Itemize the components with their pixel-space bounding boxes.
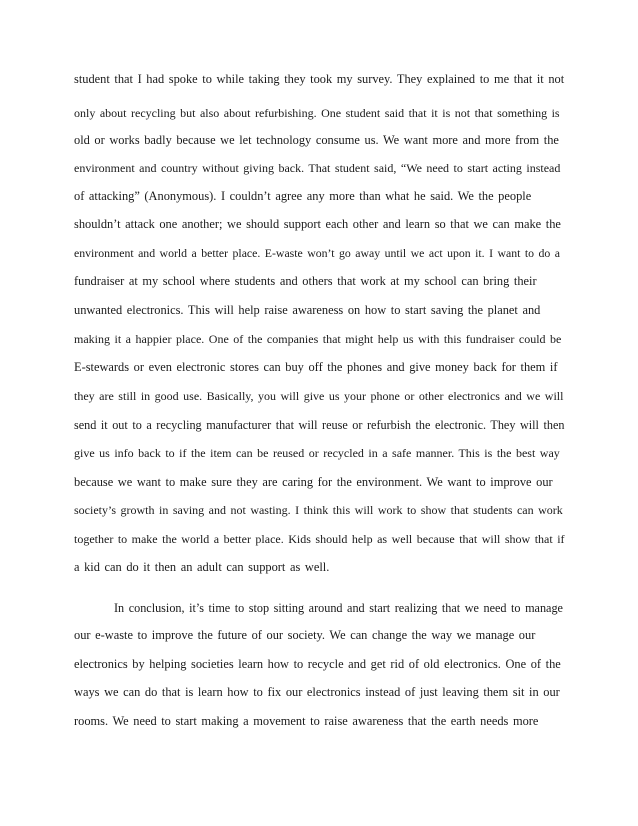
- text-line: a kid can do it then an adult can support as well.: [74, 560, 330, 574]
- text-line: of attacking” (Anonymous). I couldn’t agree any more than what he said. We the people: [74, 189, 532, 203]
- text-line: together to make the world a better place. Kids should help as well because that will show that if: [74, 532, 565, 546]
- text-line: unwanted electronics. This will help raise awareness on how to start saving the planet and: [74, 303, 541, 317]
- text-line: electronics by helping societies learn how to recycle and get rid of old electronics. One of the: [74, 657, 561, 671]
- text-line: because we want to make sure they are caring for the environment. We want to improve our: [74, 475, 553, 489]
- text-line: give us info back to if the item can be reused or recycled in a safe manner. This is the best way: [74, 446, 560, 460]
- text-line: only about recycling but also about refurbishing. One student said that it is not that something is: [74, 106, 560, 120]
- text-line: student that I had spoke to while taking they took my survey. They explained to me that it not: [74, 72, 565, 86]
- text-line: environment and country without giving back. That student said, “We need to start acting instead: [74, 161, 561, 175]
- text-line: our e-waste to improve the future of our society. We can change the way we manage our: [74, 628, 536, 642]
- text-line: ways we can do that is learn how to fix our electronics instead of just leaving them sit in our: [74, 685, 560, 699]
- text-line: they are still in good use. Basically, you will give us your phone or other electronics and we will: [74, 389, 564, 403]
- paragraph-first-line: In conclusion, it’s time to stop sitting around and start realizing that we need to manage: [114, 601, 563, 615]
- text-line: send it out to a recycling manufacturer that will reuse or refurbish the electronic. They will then: [74, 418, 565, 432]
- text-line: shouldn’t attack one another; we should support each other and learn so that we can make the: [74, 217, 561, 231]
- text-line: rooms. We need to start making a movement to raise awareness that the earth needs more: [74, 714, 539, 728]
- text-line: society’s growth in saving and not wasting. I think this will work to show that students can work: [74, 503, 563, 517]
- text-line: making it a happier place. One of the companies that might help us with this fundraiser could be: [74, 332, 562, 346]
- text-line: fundraiser at my school where students and others that work at my school can bring their: [74, 274, 537, 288]
- text-line: old or works badly because we let technology consume us. We want more and more from the: [74, 133, 559, 147]
- text-line: environment and world a better place. E-waste won’t go away until we act upon it. I want to do a: [74, 246, 560, 260]
- text-line: E-stewards or even electronic stores can buy off the phones and give money back for them if: [74, 360, 558, 374]
